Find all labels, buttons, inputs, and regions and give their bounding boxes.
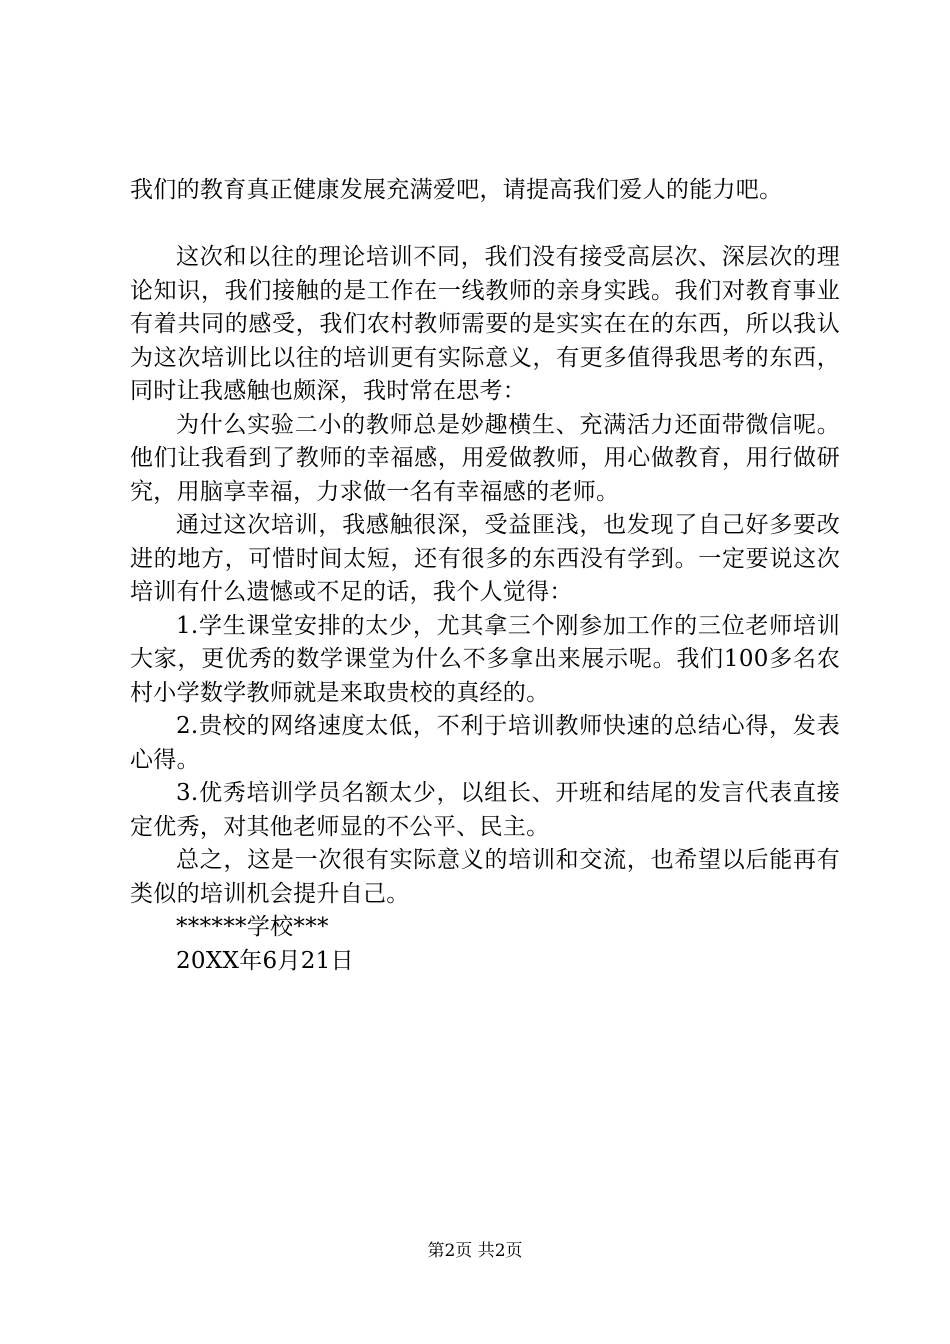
paragraph-shortcomings-intro: 通过这次培训，我感触很深，受益匪浅，也发现了自己好多要改进的地方，可惜时间太短，还有很多的东西没有学到。一定要说这次培训有什么遗憾或不足的话，我个人觉得： bbox=[130, 512, 840, 605]
signature: ******学校*** bbox=[176, 914, 329, 940]
paragraph-point-3: 3.优秀培训学员名额太少，以组长、开班和结尾的发言代表直接定优秀，对其他老师显的不公平、民主。 bbox=[130, 780, 840, 840]
paragraph-closing-line: 我们的教育真正健康发展充满爱吧，请提高我们爱人的能力吧。 bbox=[130, 177, 783, 203]
paragraph-point-2: 2.贵校的网络速度太低，不利于培训教师快速的总结心得，发表心得。 bbox=[130, 713, 840, 773]
page-number: 第2页 共2页 bbox=[427, 1241, 523, 1261]
paragraph-teacher-happiness: 为什么实验二小的教师总是妙趣横生、充满活力还面带微信呢。他们让我看到了教师的幸福感，用爱做教师，用心做教育，用行做研究，用脑享幸福，力求做一名有幸福感的老师。 bbox=[130, 411, 840, 505]
document-body bbox=[130, 174, 840, 978]
paragraph-training-reflection: 这次和以往的理论培训不同，我们没有接受高层次、深层次的理论知识，我们接触的是工作在一线教师的亲身实践。我们对教育事业有着共同的感受，我们农村教师需要的是实实在在的东西，所以我认为这次培训比以往的培训更有实际意义，有更多值得我思考的东西，同时让我感触也颇深，我时常在思考： bbox=[130, 244, 840, 404]
date: 20XX年6月21日 bbox=[176, 947, 354, 974]
page-footer bbox=[0, 1241, 950, 1261]
paragraph-conclusion: 总之，这是一次很有实际意义的培训和交流，也希望以后能再有类似的培训机会提升自己。 bbox=[130, 847, 840, 907]
paragraph-point-1: 1.学生课堂安排的太少，尤其拿三个刚参加工作的三位老师培训大家，更优秀的数学课堂为什么不多拿出来展示呢。我们100多名农村小学数学教师就是来取贵校的真经的。 bbox=[130, 612, 840, 706]
